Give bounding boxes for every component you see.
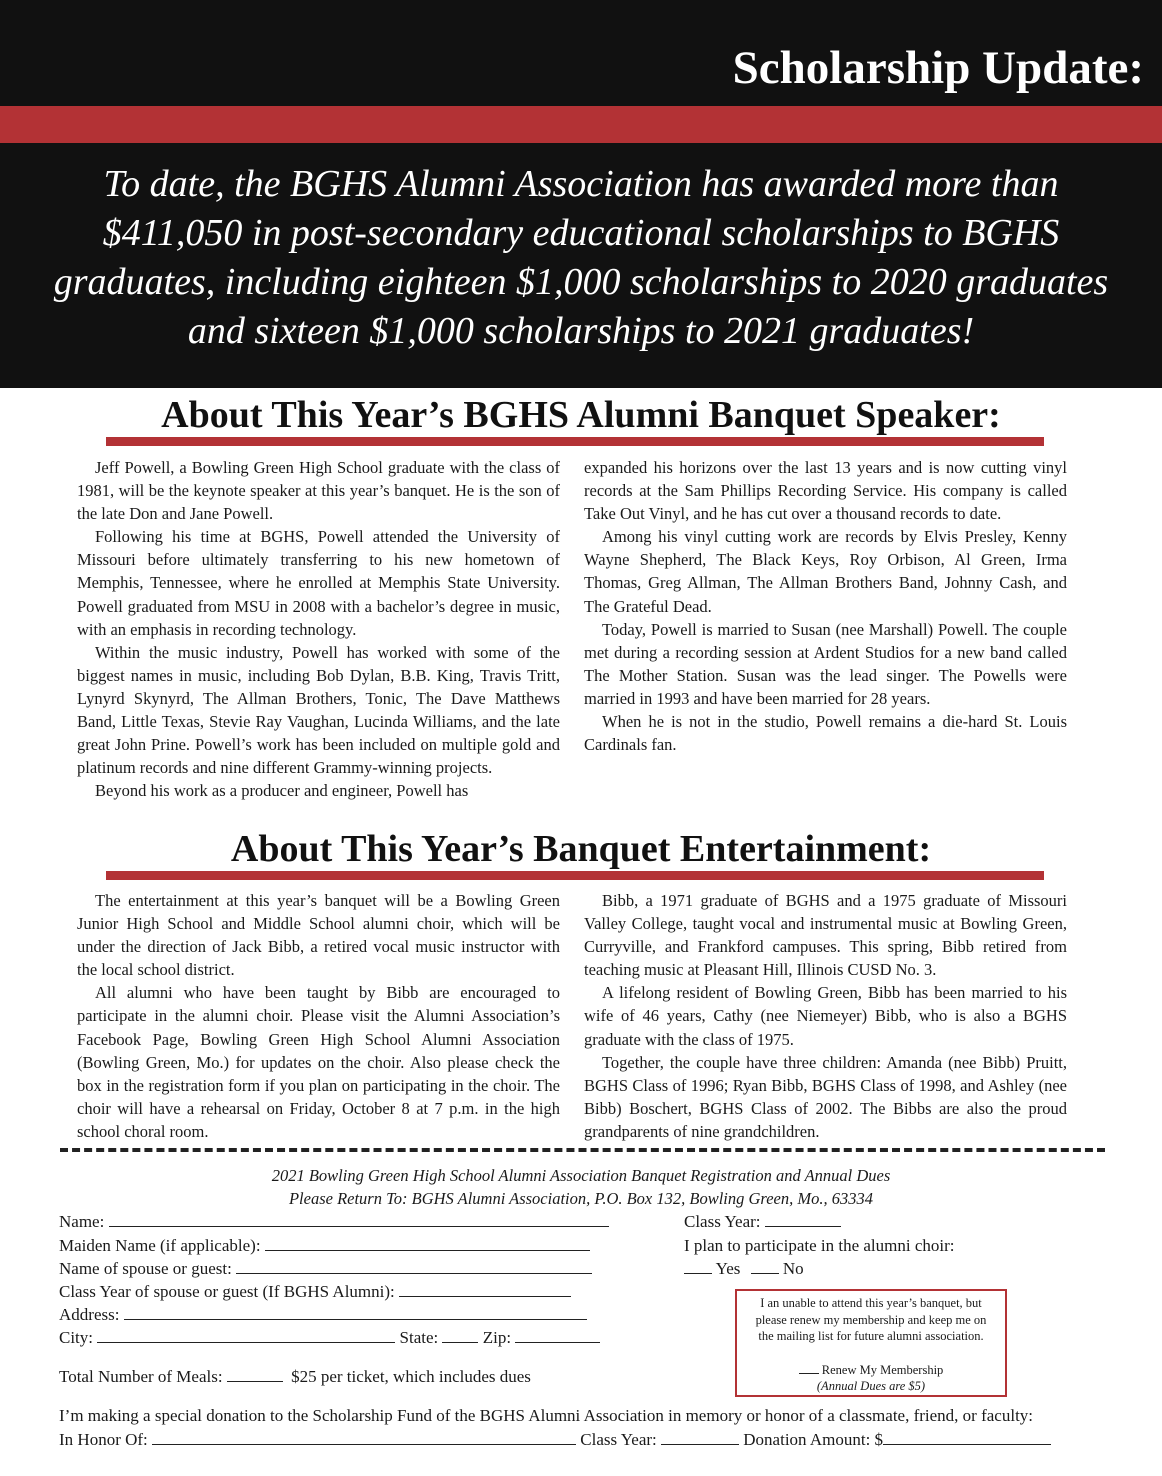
choir-no-label: No (782, 1259, 804, 1278)
cut-here-line (60, 1148, 1105, 1152)
paragraph: Together, the couple have three children: Amanda (nee Bibb) Pruitt, BGHS Class of 1996; Ryan Bibb, BGHS Class of 1998, and Ashley (nee Bibb) Boschert, BGHS Class of 2002. The Bibbs are also the proud grandparents of nine grandchildren. (584, 1052, 1067, 1141)
entertainment-heading: About This Year’s Banquet Entertainment: (230, 828, 932, 870)
choir-question: I plan to participate in the alumni choir: (684, 1236, 955, 1255)
renew-membership-option[interactable] (737, 1362, 1005, 1379)
meals-label: Total Number of Meals: (59, 1367, 223, 1386)
form-return-address: Please Return To: BGHS Alumni Association, P.O. Box 132, Bowling Green, Mo., 63334 (288, 1189, 874, 1208)
speaker-column-left (77, 456, 560, 802)
honor-class-year-blank[interactable] (661, 1429, 739, 1445)
paragraph: Following his time at BGHS, Powell attended the University of Missouri before ultimately transferring to his new hometown of Memphis, Tennessee, where he enrolled at Memphis State University. Powell graduated from MSU in 2008 with a bachelor’s degree in music, with an emphasis in recording technology. (77, 527, 560, 639)
entertainment-column-left (77, 889, 560, 1143)
scholarship-lead: To date, the BGHS Alumni Association has awarded more than $411,050 in post-secondary educational scholarships to BGHS graduates, including eighteen $1,000 scholarships to 2020 graduates and sixteen $1,000 scholarships to 2021 graduates! (53, 163, 1109, 352)
speaker-heading: About This Year’s BGHS Alumni Banquet Speaker: (161, 394, 1001, 436)
honor-label: In Honor Of: (59, 1430, 148, 1449)
spouse-label: Name of spouse or guest: (59, 1259, 232, 1278)
entertainment-heading-rule (106, 871, 1044, 880)
maiden-name-label: Maiden Name (if applicable): (59, 1236, 261, 1255)
paragraph: Beyond his work as a producer and engineer, Powell has (95, 781, 469, 801)
choir-yes-blank[interactable] (684, 1258, 712, 1274)
donation-amount-label: Donation Amount: $ (743, 1430, 884, 1449)
donation-row (59, 1428, 1051, 1451)
meals-row (59, 1365, 531, 1388)
name-blank[interactable] (109, 1211, 609, 1227)
address-blank[interactable] (124, 1304, 587, 1320)
membership-renewal-box (735, 1289, 1007, 1397)
state-blank[interactable] (442, 1327, 478, 1343)
paragraph: Today, Powell is married to Susan (nee Marshall) Powell. The couple met during a recording session at Ardent Studios for a new band called The Mother Station. Susan was the lead singer. The Powells were married in 1993 and have been married for 28 years. (584, 619, 1067, 708)
choir-yes-label: Yes (715, 1259, 741, 1278)
choir-no-blank[interactable] (751, 1258, 779, 1274)
city-label: City: (59, 1328, 94, 1347)
paragraph: Jeff Powell, a Bowling Green High School graduate with the class of 1981, will be the keynote speaker at this year’s banquet. He is the son of the late Don and Jane Powell. (77, 458, 560, 524)
red-accent-band (0, 106, 1162, 143)
spouse-field[interactable] (59, 1257, 592, 1280)
paragraph: When he is not in the studio, Powell remains a die-hard St. Louis Cardinals fan. (584, 712, 1067, 755)
donation-text: I’m making a special donation to the Scholarship Fund of the BGHS Alumni Association in memory or honor of a classmate, friend, or faculty: (59, 1406, 1034, 1425)
city-state-zip-row (59, 1326, 600, 1349)
honor-class-year-label: Class Year: (580, 1430, 657, 1449)
speaker-column-right (584, 456, 1067, 756)
ticket-note: $25 per ticket, which includes dues (291, 1367, 531, 1386)
speaker-heading-rule (106, 437, 1044, 446)
name-label: Name: (59, 1212, 105, 1231)
class-year-blank[interactable] (765, 1211, 841, 1227)
form-title: 2021 Bowling Green High School Alumni Association Banquet Registration and Annual Dues (271, 1166, 891, 1185)
class-year-field[interactable] (684, 1210, 841, 1233)
zip-label: Zip: (482, 1328, 512, 1347)
paragraph: A lifelong resident of Bowling Green, Bibb has been married to his wife of 46 years, Cathy (nee Niemeyer) Bibb, who is also a BGHS graduate with the class of 1975. (584, 983, 1067, 1049)
spouse-blank[interactable] (236, 1258, 592, 1274)
honor-blank[interactable] (152, 1429, 576, 1445)
entertainment-column-right (584, 889, 1067, 1143)
paragraph: Among his vinyl cutting work are records by Elvis Presley, Kenny Wayne Shepherd, The Black Keys, Roy Orbison, Al Green, Irma Thomas, Greg Allman, The Allman Brothers Band, Johnny Cash, and The Grateful Dead. (584, 527, 1067, 616)
renew-membership-blank[interactable] (799, 1362, 819, 1374)
spouse-class-year-label: Class Year of spouse or guest (If BGHS Alumni): (59, 1282, 395, 1301)
city-blank[interactable] (97, 1327, 395, 1343)
address-field[interactable] (59, 1303, 587, 1326)
spouse-class-year-field[interactable] (59, 1280, 571, 1303)
meals-blank[interactable] (227, 1366, 283, 1382)
maiden-name-blank[interactable] (265, 1235, 590, 1251)
paragraph: All alumni who have been taught by Bibb are encouraged to participate in the alumni choir. Please visit the Alumni Association’s Facebook Page, Bowling Green High School Alumni Association (Bowling Green, Mo.) for updates on the choir. Also please check the box in the registration form if you plan on participating in the choir. The choir will have a rehearsal on Friday, October 8 at 7 p.m. in the high school choral room. (77, 983, 560, 1141)
renewal-text: I an unable to attend this year’s banquet, but please renew my membership and keep me on the mailing list for future alumni association. (755, 1296, 987, 1343)
zip-blank[interactable] (515, 1327, 600, 1343)
annual-dues-note: (Annual Dues are $5) (816, 1379, 926, 1393)
state-label: State: (399, 1328, 439, 1347)
paragraph: Within the music industry, Powell has worked with some of the biggest names in music, including Bob Dylan, B.B. King, Travis Tritt, Lynyrd Skynyrd, The Allman Brothers, Tonic, The Dave Matthews Band, Little Texas, Stevie Ray Vaughan, Lucinda Williams, and the late great John Prine. Powell’s work has been included on multiple gold and platinum records and nine different Grammy-winning projects. (77, 642, 560, 778)
choir-options (684, 1257, 804, 1280)
paragraph: Bibb, a 1971 graduate of BGHS and a 1975 graduate of Missouri Valley College, taught vocal and instrumental music at Bowling Green, Curryville, and Frankford campuses. This spring, Bibb retired from teaching music at Pleasant Hill, Illinois CUSD No. 3. (584, 891, 1067, 980)
class-year-label: Class Year: (684, 1212, 761, 1231)
renew-membership-label: Renew My Membership (821, 1362, 944, 1377)
paragraph: The entertainment at this year’s banquet will be a Bowling Green Junior High School and Middle School alumni choir, which will be under the direction of Jack Bibb, a retired vocal music instructor with the local school district. (77, 891, 560, 980)
address-label: Address: (59, 1305, 120, 1324)
donation-amount-blank[interactable] (883, 1429, 1051, 1445)
scholarship-title: Scholarship Update: (732, 42, 1144, 94)
maiden-name-field[interactable] (59, 1234, 590, 1257)
paragraph: expanded his horizons over the last 13 years and is now cutting vinyl records at the Sam Phillips Recording Service. His company is called Take Out Vinyl, and he has cut over a thousand records to date. (584, 458, 1067, 524)
name-field[interactable] (59, 1210, 609, 1233)
spouse-class-year-blank[interactable] (399, 1281, 571, 1297)
